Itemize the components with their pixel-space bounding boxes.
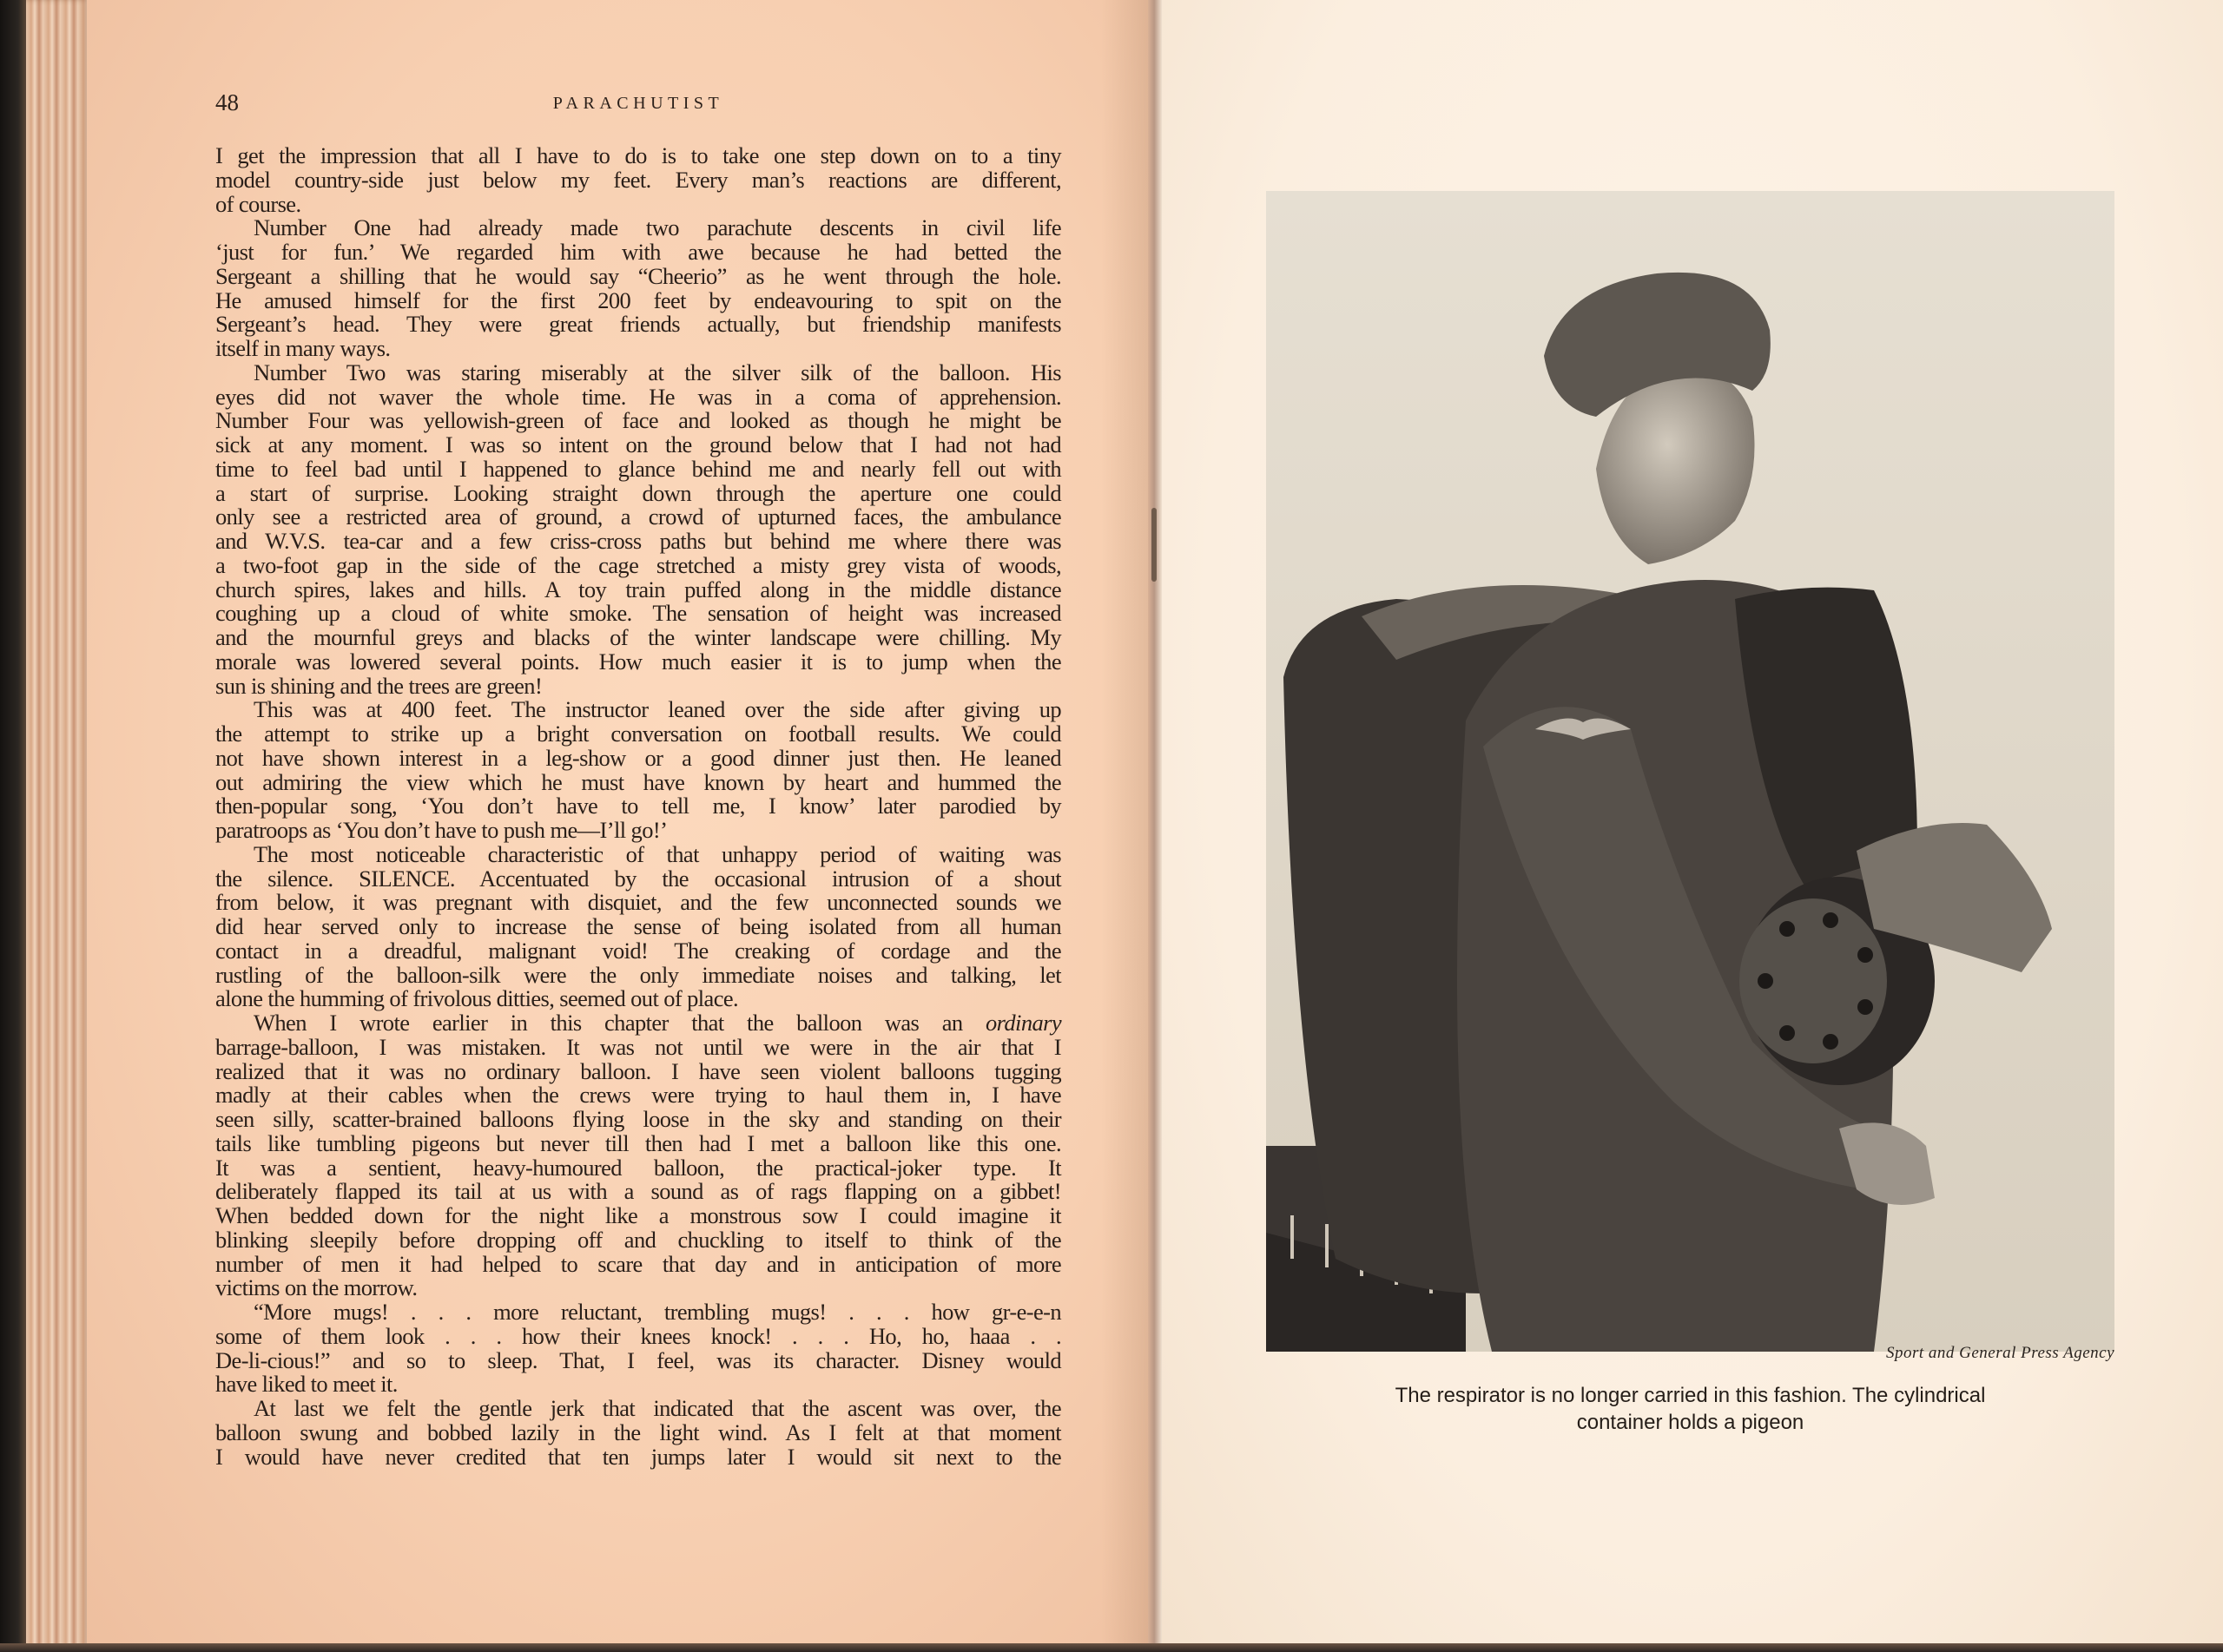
text-line: and the mournful greys and blacks of the winter landscape were chilling. My — [215, 624, 1061, 650]
text-line: church spires, lakes and hills. A toy train puffed along in the middle distance — [215, 576, 1061, 602]
text-line: Number One had already made two parachute descents in civil life — [254, 214, 1061, 241]
text-line: itself in many ways. — [215, 335, 391, 361]
text-line: barrage-balloon, I was mistaken. It was not until we were in the air that I — [215, 1033, 1061, 1060]
text-line: time to feel bad until I happened to glance behind me and nearly fell out with — [215, 455, 1061, 482]
photo-caption — [1266, 1382, 2114, 1436]
text-line: then-popular song, ‘You don’t have to tell me, I know’ later parodied by — [215, 793, 1061, 819]
book-gutter — [1148, 0, 1162, 1645]
text-line: the attempt to strike up a bright conversation on football results. We could — [215, 721, 1061, 747]
text-line: from below, it was pregnant with disquiet, and the few unconnected sounds we — [215, 889, 1061, 916]
text-line: When bedded down for the night like a monstrous sow I could imagine it — [215, 1202, 1061, 1228]
text-line: only see a restricted area of ground, a crowd of upturned faces, the ambulance — [215, 503, 1061, 530]
book-cover-edge — [0, 0, 26, 1652]
text-line: “More mugs! . . . more reluctant, trembling mugs! . . . how gr-e-e-n — [254, 1299, 1061, 1325]
text-fragment: When I wrote earlier in this chapter that the balloon was an — [254, 1010, 986, 1036]
text-line: contact in a dreadful, malignant void! The creaking of cordage and the — [215, 937, 1061, 964]
text-line: I would have never credited that ten jumps later I would sit next to the — [215, 1443, 1061, 1470]
text-line: At last we felt the gentle jerk that indicated that the ascent was over, the — [254, 1395, 1061, 1421]
text-line: Sergeant a shilling that he would say “Cheerio” as he went through the hole. — [215, 262, 1061, 289]
text-line: a two-foot gap in the side of the cage stretched a misty grey vista of woods, — [215, 551, 1061, 578]
photo-illustration — [1266, 191, 2114, 1352]
text-line: victims on the morrow. — [215, 1274, 418, 1301]
caption-line: The respirator is no longer carried in this fashion. The cylindrical — [1395, 1384, 1986, 1407]
text-line: Number Two was staring miserably at the silver silk of the balloon. His — [254, 359, 1061, 385]
text-line: morale was lowered several points. How much easier it is to jump when the — [215, 648, 1061, 675]
text-line: madly at their cables when the crews were trying to haul them in, I have — [215, 1082, 1061, 1109]
page-number: 48 — [215, 89, 239, 115]
paratrooper-photograph — [1266, 191, 2114, 1352]
text-line: some of them look . . . how their knees knock! . . . Ho, ho, haaa . . — [215, 1322, 1061, 1349]
text-line: paratroops as ‘You don’t have to push me—I’ll go!’ — [215, 817, 668, 843]
book-bottom-edge — [0, 1643, 2223, 1652]
text-line: Sergeant’s head. They were great friends actually, but friendship manifests — [215, 311, 1061, 338]
text-line: De-li-cious!” and so to sleep. That, I feel, was its character. Disney would — [215, 1346, 1061, 1373]
caption-line: container holds a pigeon — [1576, 1411, 1804, 1434]
text-line: balloon swung and bobbed lazily in the light wind. As I felt at that moment — [215, 1418, 1061, 1445]
text-line: eyes did not waver the whole time. He was in a coma of apprehension. — [215, 383, 1061, 410]
text-line: model country-side just below my feet. Every man’s reactions are different, — [215, 166, 1061, 193]
text-line: out admiring the view which he must have known by heart and hummed the — [215, 768, 1061, 795]
text-line: number of men it had helped to scare that day and in anticipation of more — [215, 1250, 1061, 1277]
text-line: sun is shining and the trees are green! — [215, 672, 543, 699]
text-line: coughing up a cloud of white smoke. The sensation of height was increased — [215, 600, 1061, 627]
text-line: have liked to meet it. — [215, 1371, 398, 1398]
text-line: He amused himself for the first 200 feet by endeavouring to spit on the — [215, 286, 1061, 313]
text-line: of course. — [215, 190, 301, 217]
text-line: This was at 400 feet. The instructor leaned over the side after giving up — [254, 696, 1061, 723]
text-line: The most noticeable characteristic of that unhappy period of waiting was — [254, 840, 1061, 867]
text-line: Number Four was yellowish-green of face and looked as though he might be — [215, 407, 1061, 434]
text-line: tails like tumbling pigeons but never till then had I met a balloon like this one. — [215, 1129, 1061, 1156]
text-line: alone the humming of frivolous ditties, seemed out of place. — [215, 985, 739, 1012]
body-text — [215, 144, 1061, 1469]
text-line: It was a sentient, heavy-humoured balloon, the practical-joker type. It — [215, 1154, 1061, 1181]
text-line: blinking sleepily before dropping off and chuckling to itself to think of the — [215, 1226, 1061, 1253]
text-line: not have shown interest in a leg-show or a good dinner just then. He leaned — [215, 744, 1061, 771]
text-line: seen silly, scatter-brained balloons flying loose in the sky and standing on their — [215, 1106, 1061, 1132]
text-line: ‘just for fun.’ We regarded him with awe because he had betted the — [215, 239, 1061, 265]
text-line: sick at any moment. I was so intent on the ground below that I had not had — [215, 431, 1061, 457]
page-stack-edge — [26, 0, 89, 1652]
text-line: a start of surprise. Looking straight down through the aperture one could — [215, 479, 1061, 506]
binding-thread — [1151, 508, 1157, 582]
text-line — [215, 1011, 1061, 1036]
photo-credit: Sport and General Press Agency — [1885, 1344, 2114, 1362]
text-line: rustling of the balloon-silk were the only immediate noises and talking, let — [215, 961, 1061, 988]
text-line: deliberately flapped its tail at us with a sound as of rags flapping on a gibbet! — [215, 1178, 1061, 1205]
text-line: realized that it was no ordinary balloon. I have seen violent balloons tugging — [215, 1057, 1061, 1084]
italic-word: ordinary — [986, 1010, 1061, 1036]
running-head: PARACHUTIST — [552, 94, 724, 113]
text-line: did hear served only to increase the sense of being isolated from all human — [215, 913, 1061, 939]
text-line: I get the impression that all I have to do is to take one step down on to a tiny — [215, 142, 1061, 168]
text-line: and W.V.S. tea-car and a few criss-cross paths but behind me where there was — [215, 528, 1061, 554]
text-line: the silence. SILENCE. Accentuated by the occasional intrusion of a shout — [215, 865, 1061, 892]
